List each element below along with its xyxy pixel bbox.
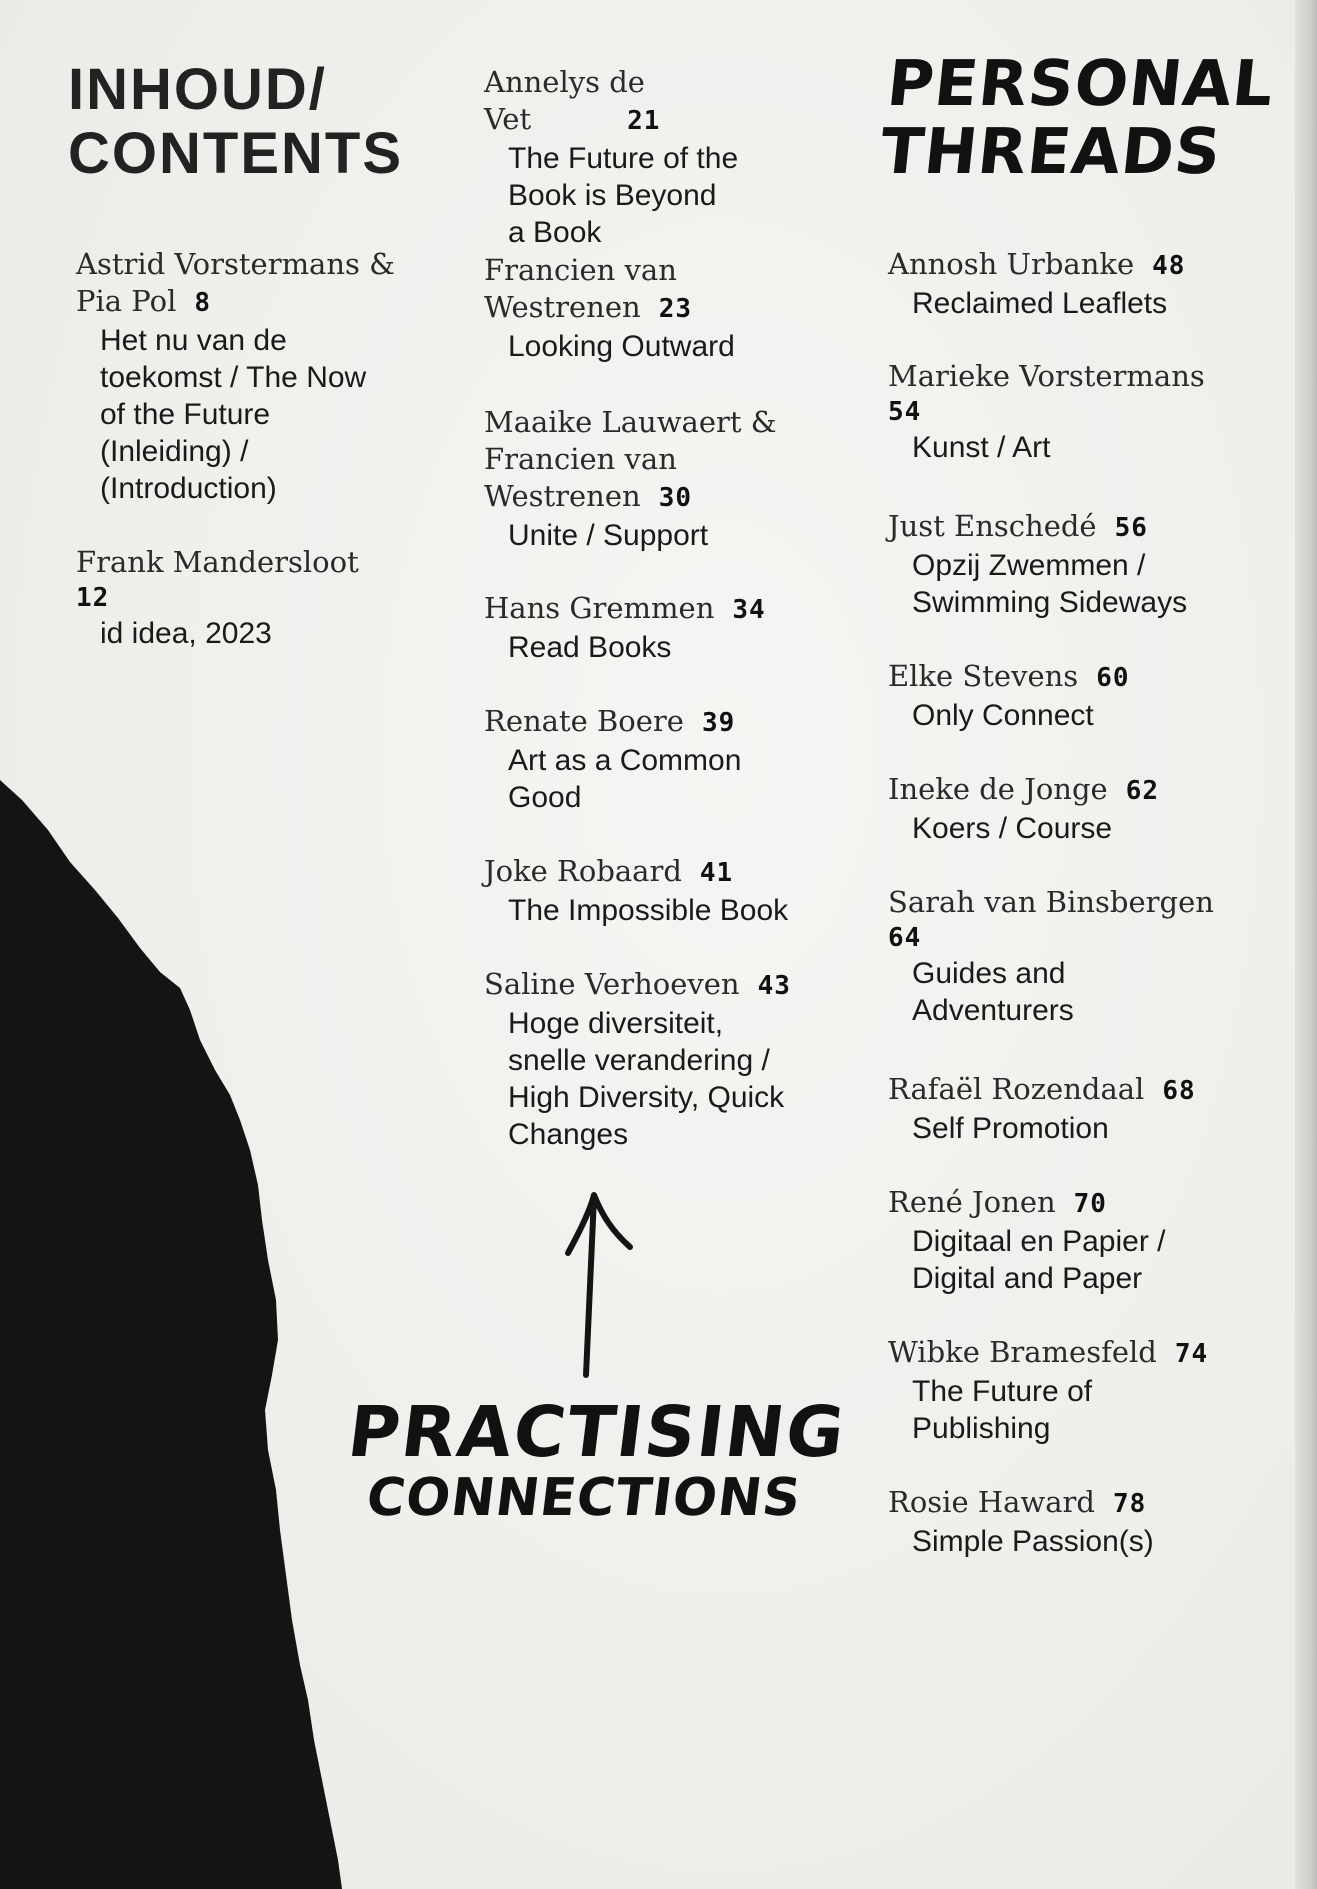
entry-title: Reclaimed Leaflets (912, 287, 1168, 320)
entry-author (484, 966, 844, 1005)
toc-entry (76, 246, 406, 507)
entry-author (888, 1334, 1268, 1373)
entry-title: The Future of the Book is Beyond a Book (508, 142, 739, 249)
toc-entry (76, 544, 406, 652)
entry-author-text: Frank Mandersloot (76, 545, 359, 579)
entry-page-number: 48 (1152, 251, 1186, 281)
toc-entry (484, 252, 784, 365)
entry-author (888, 1071, 1268, 1110)
entry-author (888, 884, 1248, 955)
entry-title: Hoge diversiteit, snelle verandering / High Diversity, Quick Changes (508, 1007, 785, 1151)
entry-author-text: Maaike Lauwaert & Francien van Westrenen (484, 405, 777, 513)
entry-author-text: Renate Boere (484, 704, 684, 738)
entry-page-number: 8 (194, 288, 212, 318)
entry-author-text: Astrid Vorstermans & Pia Pol (76, 247, 395, 318)
personal-threads-line1: PERSONAL (883, 47, 1278, 120)
entry-author (888, 771, 1248, 810)
entry-author (484, 703, 824, 742)
entry-author-text: Saline Verhoeven (484, 967, 740, 1001)
page-spine-edge (1295, 0, 1317, 1889)
entry-author (484, 252, 784, 328)
contents-heading-line2: CONTENTS (68, 121, 403, 186)
entry-author-text: Rafaël Rozendaal (888, 1072, 1145, 1106)
entry-author (888, 1184, 1268, 1223)
personal-threads-line2: THREADS (876, 115, 1226, 188)
contents-heading (68, 58, 403, 186)
entry-page-number: 60 (1096, 663, 1130, 693)
toc-entry (484, 404, 784, 554)
entry-title: Opzij Zwemmen / Swimming Sideways (912, 549, 1188, 619)
entry-author-text: Joke Robaard (484, 854, 682, 888)
entry-author (484, 64, 824, 140)
entry-title: The Impossible Book (508, 894, 789, 927)
entry-author (76, 544, 406, 615)
entry-page-number: 68 (1162, 1076, 1196, 1106)
entry-author-text: Hans Gremmen (484, 591, 715, 625)
entry-author (888, 658, 1248, 697)
toc-entry (484, 853, 844, 929)
entry-title: Digitaal en Papier / Digital and Paper (912, 1225, 1166, 1295)
arrow-up-icon (560, 1175, 640, 1385)
entry-title: Simple Passion(s) (912, 1525, 1154, 1558)
entry-author-text: Sarah van Binsbergen (888, 885, 1214, 919)
entry-page-number: 74 (1174, 1339, 1209, 1369)
entry-title: Read Books (508, 631, 672, 664)
entry-page-number: 21 (627, 106, 661, 136)
toc-entry (484, 966, 844, 1153)
entry-page-number: 43 (757, 971, 791, 1001)
entry-page-number: 41 (699, 858, 734, 888)
entry-title: Art as a Common Good (508, 744, 742, 814)
entry-page-number: 54 (888, 397, 922, 427)
entry-author (484, 590, 824, 629)
entry-page-number: 23 (658, 294, 692, 324)
entry-title: Unite / Support (508, 519, 709, 552)
entry-author (484, 853, 844, 892)
practising-connections-heading (337, 1391, 851, 1528)
entry-author-text: Rosie Haward (888, 1485, 1095, 1519)
toc-entry (888, 246, 1248, 322)
personal-threads-heading (876, 47, 1278, 188)
entry-title: Self Promotion (912, 1112, 1109, 1145)
entry-author (888, 358, 1248, 429)
entry-title: Only Connect (912, 699, 1094, 732)
toc-entry (484, 64, 824, 251)
entry-title: Het nu van de toekomst / The Now of the Future (Inleiding) / (Introduction) (100, 324, 367, 505)
contents-heading-line1: INHOUD/ (68, 57, 327, 122)
toc-entry (888, 1071, 1268, 1147)
entry-author (484, 404, 784, 517)
practising-connections-line2: CONNECTIONS (363, 1468, 805, 1528)
entry-page-number: 30 (658, 483, 692, 513)
entry-page-number: 12 (76, 583, 110, 613)
entry-title: Guides and Adventurers (912, 957, 1074, 1027)
entry-author-text: Francien van Westrenen (484, 253, 677, 324)
entry-author-text: Marieke Vorstermans (888, 359, 1205, 393)
entry-page-number: 39 (701, 708, 736, 738)
entry-author-text: René Jonen (888, 1185, 1056, 1219)
entry-author-text: Wibke Bramesfeld (888, 1335, 1157, 1369)
entry-page-number: 62 (1125, 776, 1159, 806)
toc-entry (888, 1184, 1268, 1297)
entry-title: Looking Outward (508, 330, 735, 363)
practising-connections-line1: PRACTISING (343, 1391, 851, 1473)
entry-page-number: 34 (732, 595, 766, 625)
toc-entry (888, 1334, 1268, 1447)
entry-page-number: 70 (1073, 1189, 1107, 1219)
toc-entry (484, 703, 824, 816)
entry-page-number: 78 (1112, 1489, 1147, 1519)
entry-title: Koers / Course (912, 812, 1113, 845)
toc-entry (888, 358, 1248, 466)
entry-title: id idea, 2023 (100, 617, 272, 650)
toc-entry (888, 1484, 1268, 1560)
entry-author (888, 508, 1268, 547)
entry-title: The Future of Publishing (912, 1375, 1093, 1445)
entry-author (888, 246, 1248, 285)
entry-author (888, 1484, 1268, 1523)
entry-author-text: Just Enschedé (888, 509, 1097, 543)
entry-title: Kunst / Art (912, 431, 1051, 464)
entry-page-number: 56 (1114, 513, 1148, 543)
entry-author (76, 246, 406, 322)
toc-entry (888, 884, 1248, 1029)
entry-author-text: Annosh Urbanke (888, 247, 1135, 281)
toc-entry (888, 771, 1248, 847)
toc-entry (484, 590, 824, 666)
entry-author-text: Elke Stevens (888, 659, 1079, 693)
entry-author-text: Annelys de Vet (484, 65, 645, 136)
entry-author-text: Ineke de Jonge (888, 772, 1108, 806)
toc-entry (888, 658, 1248, 734)
entry-page-number: 64 (888, 923, 922, 953)
toc-entry (888, 508, 1268, 621)
